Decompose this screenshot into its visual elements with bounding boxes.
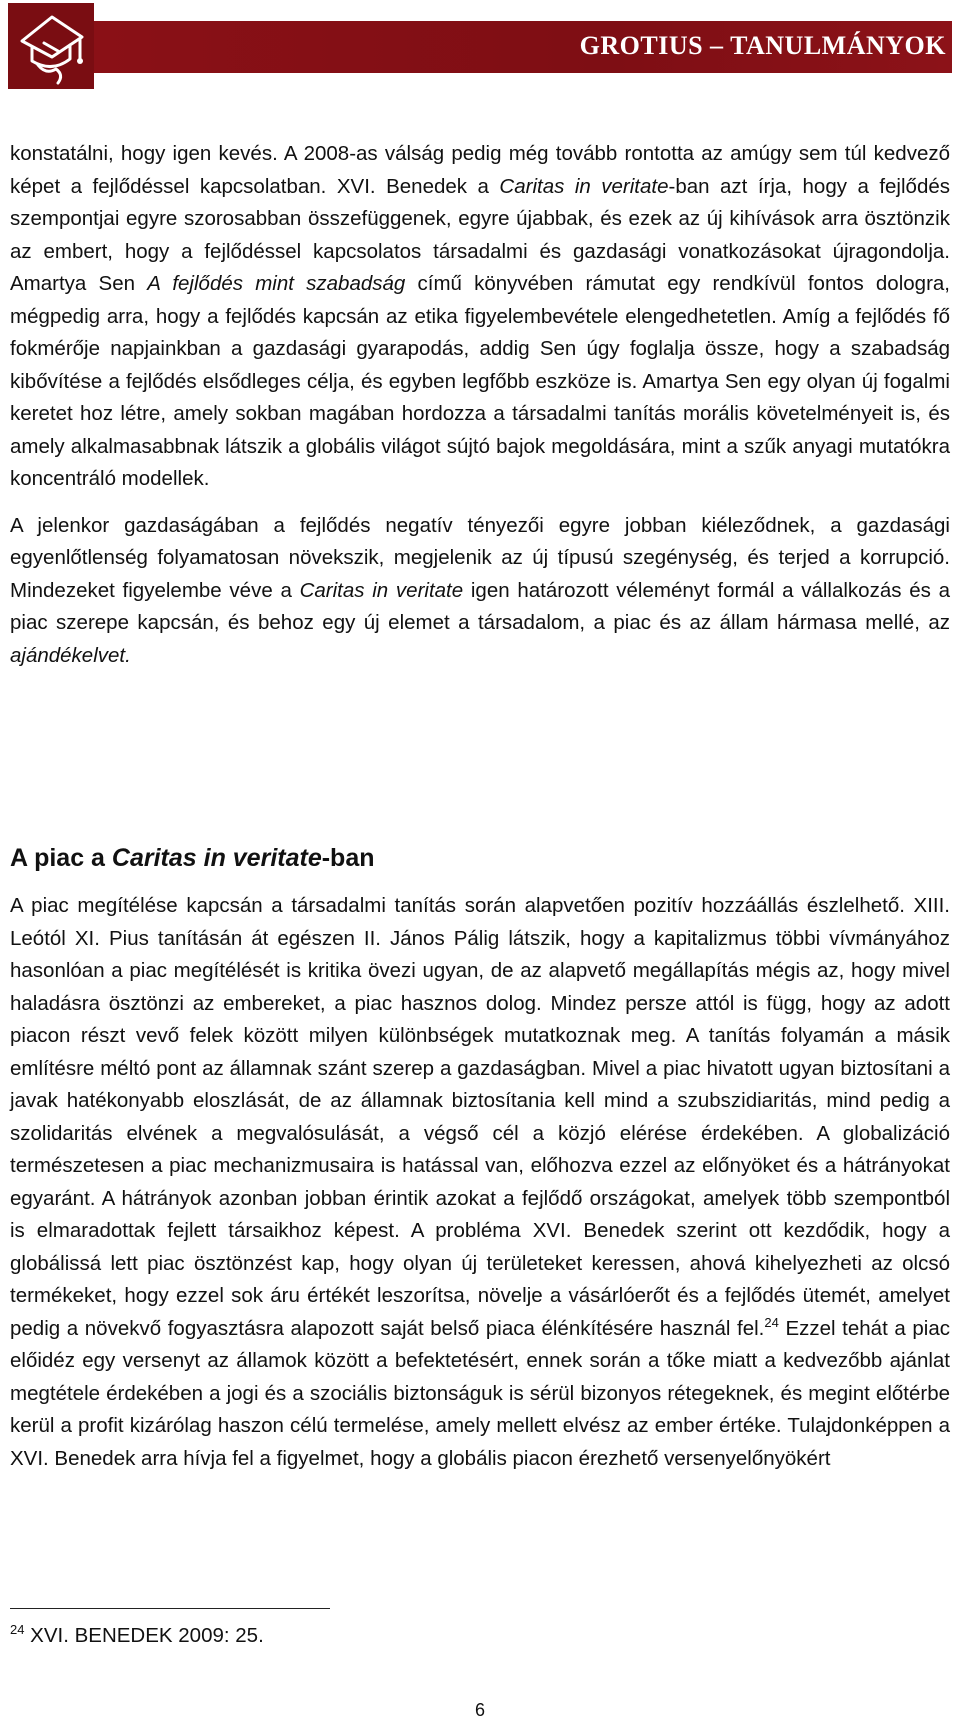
section-heading: A piac a Caritas in veritate-ban [10, 844, 375, 872]
paragraph: A piac megítélése kapcsán a társadalmi tanítás során alapvetően pozitív hozzáállás észlelhető. XIII. Leótól XI. Pius tanításán át egészen II. János Pálig látszik, hogy a kapitalizmus többi vívmányához hasonlóan a piac megítélését is kritika övezi ugyan, de az alapvető megállapítás mégis az, hogy mivel haladásra ösztönzi az embereket, a piac hasznos dolog. Mindez persze attól is függ, hogy az adott piacon részt vevő felek között milyen különbségek mutatkoznak meg. A tanítás folyamán a másik említésre méltó pont az államnak szánt szerep a gazdaságban. Mivel a piac hivatott ugyan biztosítani a javak hatékonyabb eloszlását, de az államnak biztosítania kell mind a szubszidiaritás, mind pedig a szolidaritás elvének a megvalósulását, a végső cél a közjó elérése érdekében. A globalizáció természetesen a piac mechanizmusaira is hatással van, előhozva ezzel az előnyöket és a hátrányokat egyaránt. A hátrányok azonban jobban érintik azokat a fejlődő országokat, amelyek több szempontból is elmaradottak fejlett társaikhoz képest. A probléma XVI. Benedek szerint ott kezdődik, hogy a globálissá lett piac ösztönzést kap, hogy olyan új területeket keressen, ahová kihelyezheti az olcsó termékeket, hogy ezzel sok áru értékét leszorítsa, növelje a vásárlóerőt és a fejlődés ütemét, amelyet pedig a növekvő fogyasztásra alapozott saját belső piaca élénkítésére használ fel.$^{24}$ Ezzel tehát a piac előidéz egy versenyt az államok között a befektetésért, ennek során a tőke miatt a kedvezőbb ajánlat megtétele érdekében a jogi és a szociális biztonságuk is sérül bizonyos rétegeknek, és megint előtérbe kerül a profit kizárólag haszon célú termelése, amely mellett elvész az ember értéke. Tulajdonképpen a XVI. Benedek arra hívja fel a figyelmet, hogy a globális piacon érezhető versenyelőnyökért [10, 894, 950, 1470]
journal-title: GROTIUS – TANULMÁNYOK [579, 31, 946, 60]
footnote-text: XVI. BENEDEK 2009: 25. [24, 1624, 264, 1647]
section-body [10, 890, 950, 1475]
body-text [10, 138, 950, 672]
paragraph: A jelenkor gazdaságában a fejlődés negatív tényezői egyre jobban kiéleződnek, a gazdasági egyenlőtlenség folyamatosan növekszik, megjelenik az új típusú szegénység, és terjed a korrupció. Mindezeket figyelembe véve a Caritas in veritate igen határozott véleményt formál a vállalkozás és a piac szerepe kapcsán, és behoz egy új elemet a társadalom, a piac és az állam hármasa mellé, az ajándékelvet. [10, 513, 950, 667]
page-number: 6 [474, 1700, 485, 1720]
footnote-number: 24 [10, 1622, 25, 1638]
footnote [10, 1620, 264, 1652]
header-banner [94, 21, 952, 73]
footnote-reference[interactable]: 24 [764, 1314, 779, 1330]
paragraph: konstatálni, hogy igen kevés. A 2008-as válság pedig még tovább rontotta az amúgy sem túl kedvező képet a fejlődéssel kapcsolatban. XVI. Benedek a Caritas in veritate-ban azt írja, hogy a fejlődés szempontjai egyre szorosabban összefüggenek, egyre újabbak, és ezek az új kihívások arra ösztönzik az embert, hogy a fejlődéssel kapcsolatos társadalmi és gazdasági vonatkozásokat újragondolja. Amartya Sen A fejlődés mint szabadság című könyvében rámutat egy rendkívül fontos dologra, mégpedig arra, hogy a fejlődés kapcsán az etika figyelembevétele elengedhetetlen. Amíg a fejlődés fő fokmérője napjainkban a gazdasági gyarapodás, addig Sen úgy foglalja össze, hogy a szabadság kibővítése a fejlődés elsődleges célja, és egyben legfőbb eszköze is. Amartya Sen egy olyan új fogalmi keretet hoz létre, amely sokban magában hordozza a társadalmi tanítás morális követelményeit is, és amely alkalmasabbnak látszik a globális világot sújtó bajok megoldására, mint a szűk anyagi mutatókra koncentráló modellek. [10, 142, 950, 490]
graduation-cap-scroll-icon [8, 3, 94, 89]
footnote-divider [10, 1608, 330, 1609]
page-header [8, 3, 952, 89]
